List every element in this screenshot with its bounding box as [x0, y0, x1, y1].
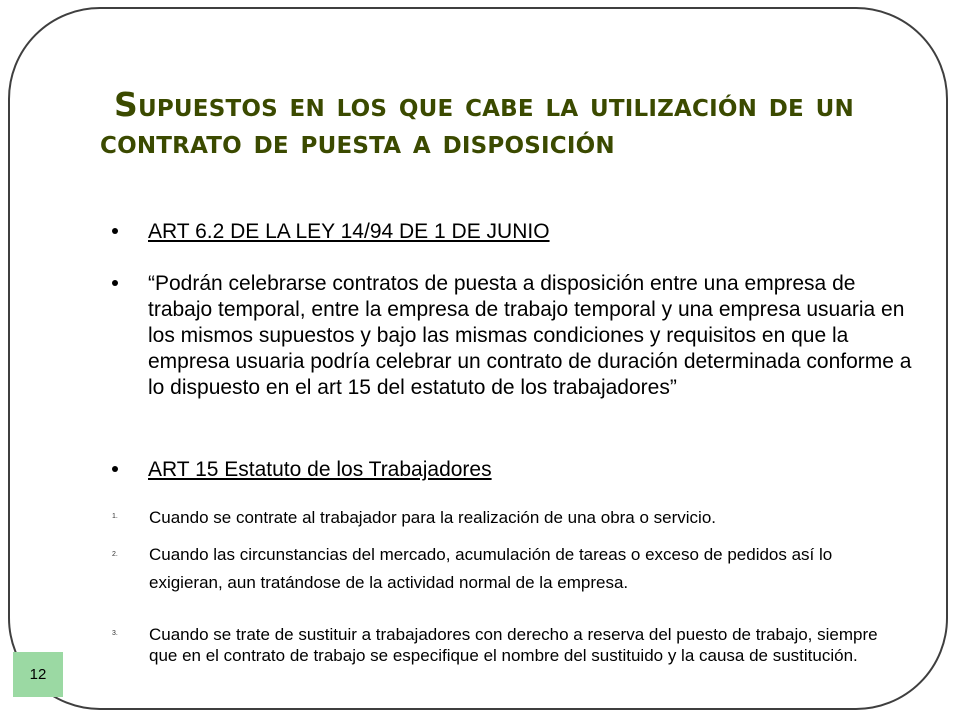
- bullet-item-quote: [112, 271, 912, 401]
- bullet-dot-icon: [112, 280, 118, 286]
- bullet-dot-icon: [112, 228, 118, 234]
- item-number: 2.: [112, 551, 118, 558]
- slide-title: [100, 86, 860, 160]
- item-text: Cuando las circunstancias del mercado, acumulación de tareas o exceso de pedidos así lo exigieran, aun tratándose de la actividad normal de la empresa.: [149, 545, 833, 592]
- numbered-item-1: [112, 507, 902, 528]
- slide-title-line-2: contrato de puesta a disposición: [100, 122, 615, 161]
- bullet-text: ART 6.2 DE LA LEY 14/94 DE 1 DE JUNIO: [148, 220, 550, 243]
- bullet-text: “Podrán celebrarse contratos de puesta a disposición entre una empresa de trabajo temporal, entre la empresa de trabajo temporal y una empresa usuaria en los mismos supuestos y bajo las mismas condiciones y requisitos en que la empresa usuaria podría celebrar un contrato de duración determinada conforme a lo dispuesto en el art 15 del estatuto de los trabajadores”: [148, 272, 912, 399]
- numbered-item-3: [112, 624, 902, 666]
- bullet-dot-icon: [112, 466, 118, 472]
- numbered-item-2: [112, 541, 902, 597]
- bullet-text: ART 15 Estatuto de los Trabajadores: [148, 458, 492, 481]
- item-text: Cuando se trate de sustituir a trabajadores con derecho a reserva del puesto de trabajo, siempre que en el contrato de trabajo se especifique el nombre del sustituido y la causa de sustitución.: [149, 625, 878, 665]
- item-number: 3.: [112, 630, 118, 637]
- page-number-badge: 12: [13, 652, 63, 697]
- slide-title-line-1: Supuestos en los que cabe la utilización de un: [114, 85, 854, 124]
- bullet-item-statute-reference: [112, 457, 912, 483]
- item-number: 1.: [112, 513, 118, 520]
- item-text: Cuando se contrate al trabajador para la realización de una obra o servicio.: [149, 508, 717, 527]
- bullet-item-law-reference: [112, 219, 912, 245]
